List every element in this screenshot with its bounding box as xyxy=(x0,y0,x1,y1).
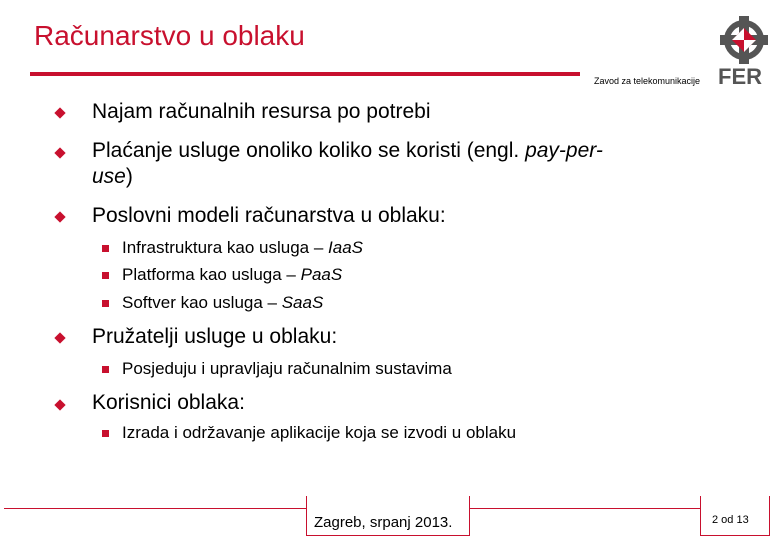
fer-logo xyxy=(716,14,772,95)
bullet-marker xyxy=(54,107,65,118)
sub-bullet-3-1-italic: IaaS xyxy=(328,238,363,257)
bullet-text-5: Korisnici oblaka: xyxy=(92,391,245,414)
bullet-text-2-line2-italic: use xyxy=(92,165,126,188)
sub-bullet-3-2-pre: Platforma kao usluga – xyxy=(122,265,301,284)
fer-logo-icon xyxy=(716,14,772,90)
sub-bullet-3-1-pre: Infrastruktura kao usluga – xyxy=(122,238,329,257)
bullet-text-2 xyxy=(92,138,712,164)
sub-bullet-3-3-italic: SaaS xyxy=(281,293,324,312)
bullet-text-1: Najam računalnih resursa po potrebi xyxy=(92,100,431,123)
bullet-text-3: Poslovni modeli računarstva u oblaku: xyxy=(92,204,446,227)
page-number: 2 od 13 xyxy=(712,514,749,526)
department-label: Zavod za telekomunikacije xyxy=(594,76,701,86)
sub-bullet-3-1 xyxy=(122,237,363,259)
sub-bullet-marker xyxy=(102,245,109,252)
bullet-text-2-line2 xyxy=(92,164,133,190)
sub-bullet-marker xyxy=(102,300,109,307)
sub-bullet-3-2 xyxy=(122,264,342,286)
bullet-text-2-line2-post: ) xyxy=(125,165,133,188)
sub-bullet-marker xyxy=(102,366,109,373)
bullet-marker xyxy=(54,332,65,343)
header-bar xyxy=(30,72,580,76)
bullet-marker xyxy=(54,399,65,410)
sub-bullet-3-3-pre: Softver kao usluga – xyxy=(122,293,282,312)
sub-bullet-5-1: Izrada i održavanje aplikacije koja se izvodi u oblaku xyxy=(122,423,517,442)
bullet-text-2-italic: pay-per- xyxy=(525,139,603,162)
sub-bullet-3-2-italic: PaaS xyxy=(300,265,343,284)
bullet-text-2-pre: Plaćanje usluge onoliko koliko se koristi (engl. xyxy=(92,139,526,162)
sub-bullet-marker xyxy=(102,272,109,279)
slide-title: Računarstvo u oblaku xyxy=(34,20,305,51)
bullet-marker xyxy=(54,147,65,158)
sub-bullet-4-1: Posjeduju i upravljaju računalnim sustavima xyxy=(122,359,452,378)
sub-bullet-3-3 xyxy=(122,292,323,314)
footer-location-date: Zagreb, srpanj 2013. xyxy=(314,514,453,531)
sub-bullet-marker xyxy=(102,430,109,437)
bullet-marker xyxy=(54,211,65,222)
logo-lettering: FER xyxy=(718,64,762,89)
bullet-text-4: Pružatelji usluge u oblaku: xyxy=(92,325,338,348)
